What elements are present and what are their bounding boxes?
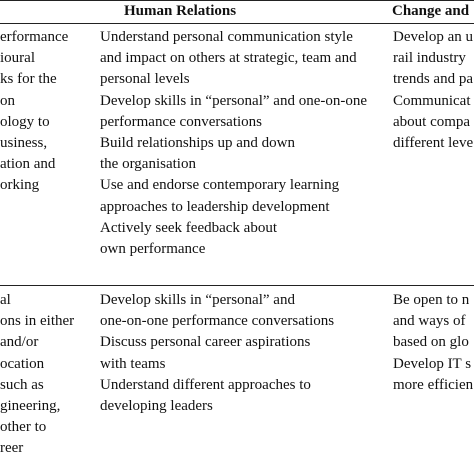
cell-line: own performance	[100, 240, 206, 257]
cell-line: reer	[0, 440, 24, 457]
cell-line: personal levels	[100, 71, 190, 88]
cell-line: performance conversations	[100, 113, 263, 130]
cell-line: one-on-one performance conversations	[100, 313, 335, 330]
cell-line: usiness,	[0, 134, 48, 151]
table-top-rule	[0, 0, 474, 1]
row-divider-rule	[0, 285, 474, 286]
cell-line: and ways of	[393, 313, 466, 330]
cell-line: Understand personal communication style	[100, 29, 353, 45]
row1-left-cell	[0, 27, 68, 197]
cell-line: Develop skills in “personal” and	[100, 292, 295, 308]
header-rule	[0, 23, 474, 24]
header-human-relations: Human Relations	[124, 3, 237, 19]
cell-line: erformance	[0, 29, 69, 45]
cell-line: ioural	[0, 50, 35, 67]
cell-line: al	[0, 292, 11, 308]
cell-line: based on glo	[393, 334, 469, 351]
cell-line: approaches to leadership development	[100, 198, 330, 215]
cell-line: on	[0, 92, 15, 109]
cell-line: other to	[0, 419, 47, 436]
cell-line: ology to	[0, 113, 50, 130]
cell-line: ks for the	[0, 71, 57, 88]
header-change: Change and	[392, 3, 470, 19]
cell-line: Develop IT s	[393, 355, 472, 372]
cell-line: Communicat	[393, 92, 471, 109]
cell-line: about compa	[393, 113, 471, 130]
cell-line: and impact on others at strategic, team and	[100, 50, 357, 67]
cell-line: and/or	[0, 334, 39, 351]
cell-line: Use and endorse contemporary learning	[100, 177, 340, 194]
cell-line: with teams	[100, 355, 166, 372]
cell-line: Understand different approaches to	[100, 376, 311, 393]
cell-line: Be open to n	[393, 292, 470, 308]
cell-line: ons in either	[0, 313, 75, 330]
cell-line: Develop skills in “personal” and one-on-one	[100, 92, 368, 109]
cell-line: trends and pa	[393, 71, 473, 88]
row2-human-relations-cell	[100, 290, 334, 417]
cell-line: orking	[0, 177, 40, 194]
cell-line: rail industry	[393, 50, 466, 67]
cell-line: ation and	[0, 156, 56, 173]
cell-line: different leve	[393, 134, 474, 151]
cell-line: developing leaders	[100, 397, 213, 414]
cell-line: Discuss personal career aspirations	[100, 334, 311, 351]
cell-line: Actively seek feedback about	[100, 219, 278, 236]
cell-line: more efficien	[393, 376, 474, 393]
cell-line: such as	[0, 376, 44, 393]
cell-line: Develop an u	[393, 29, 473, 45]
cell-line: ocation	[0, 355, 45, 372]
cell-line: Build relationships up and down	[100, 134, 295, 151]
row1-change-cell	[393, 27, 473, 154]
cell-line: the organisation	[100, 156, 196, 173]
row2-change-cell	[393, 290, 473, 396]
row1-human-relations-cell	[100, 27, 367, 260]
cell-line: gineering,	[0, 397, 61, 414]
row2-left-cell	[0, 290, 74, 460]
